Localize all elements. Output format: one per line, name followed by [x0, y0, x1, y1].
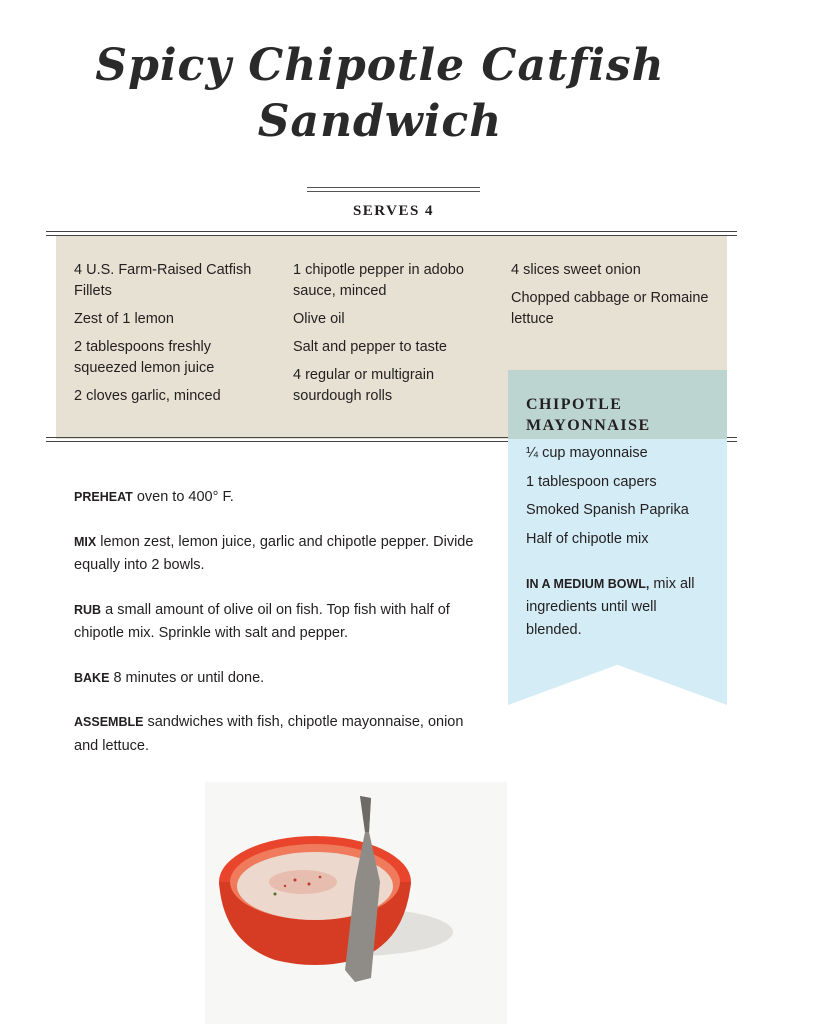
mayonnaise-bowl-photo: [205, 782, 507, 1024]
ingredient-item: Chopped cabbage or Romaine lettuce: [511, 290, 709, 327]
step-text: lemon zest, lemon juice, garlic and chipotle pepper. Divide equally into 2 bowls.: [74, 533, 474, 573]
step-keyword: ASSEMBLE: [74, 715, 144, 729]
step: [74, 599, 484, 646]
ingredient-item: 4 U.S. Farm-Raised Catfish Fillets: [74, 262, 252, 299]
ingredient-item: Olive oil: [293, 311, 345, 327]
ingredient-item: 4 regular or multigrain sourdough rolls: [293, 367, 435, 404]
step: [74, 711, 484, 758]
instruction-keyword: IN A MEDIUM BOWL,: [526, 577, 650, 591]
step: [74, 667, 484, 691]
step-keyword: BAKE: [74, 670, 110, 685]
step: [74, 486, 484, 510]
recipe-title-line-1: Spicy Chipotle Catfish: [95, 40, 665, 91]
step-text: 8 minutes or until done.: [109, 669, 265, 686]
mayo-item: Half of chipotle mix: [526, 530, 649, 547]
ingredients-column-3: [511, 260, 716, 337]
step-keyword: RUB: [74, 602, 102, 617]
step-keyword: PREHEAT: [74, 490, 133, 504]
serves-rules: [307, 187, 480, 195]
step-text: a small amount of olive oil on fish. Top fish with half of chipotle mix. Sprinkle with salt and pepper.: [74, 601, 450, 641]
directions: [74, 486, 484, 779]
instruction-text: mix all ingredients until well blended.: [526, 576, 695, 638]
mayo-item: Smoked Spanish Paprika: [526, 502, 689, 518]
recipe-title-line-2: Sandwich: [257, 96, 503, 147]
step-text: sandwiches with fish, chipotle mayonnaise, onion and lettuce.: [74, 714, 464, 754]
mayo-item: 1 tablespoon capers: [526, 473, 657, 490]
divider: [46, 231, 737, 232]
ingredients-column-2: [293, 260, 493, 414]
ingredient-item: 4 slices sweet onion: [511, 262, 641, 278]
mayonnaise-heading: CHIPOTLE MAYONNAISE: [526, 396, 651, 434]
ingredient-item: 2 cloves garlic, minced: [74, 388, 221, 404]
serves-label: SERVES 4: [352, 203, 435, 219]
mayonnaise-ingredients: [526, 444, 716, 558]
ingredients-column-1: [74, 260, 274, 414]
ingredient-item: 1 chipotle pepper in adobo sauce, minced: [293, 262, 464, 299]
ingredient-item: Zest of 1 lemon: [74, 311, 174, 327]
mayo-item: ¼ cup mayonnaise: [526, 445, 648, 461]
divider: [46, 235, 737, 236]
mayonnaise-instruction: [526, 573, 711, 642]
ingredient-item: 2 tablespoons freshly squeezed lemon juice: [74, 339, 215, 376]
step-text: oven to 400° F.: [132, 489, 234, 505]
step: [74, 531, 484, 578]
ingredient-item: Salt and pepper to taste: [293, 339, 447, 355]
step-keyword: MIX: [74, 534, 97, 549]
